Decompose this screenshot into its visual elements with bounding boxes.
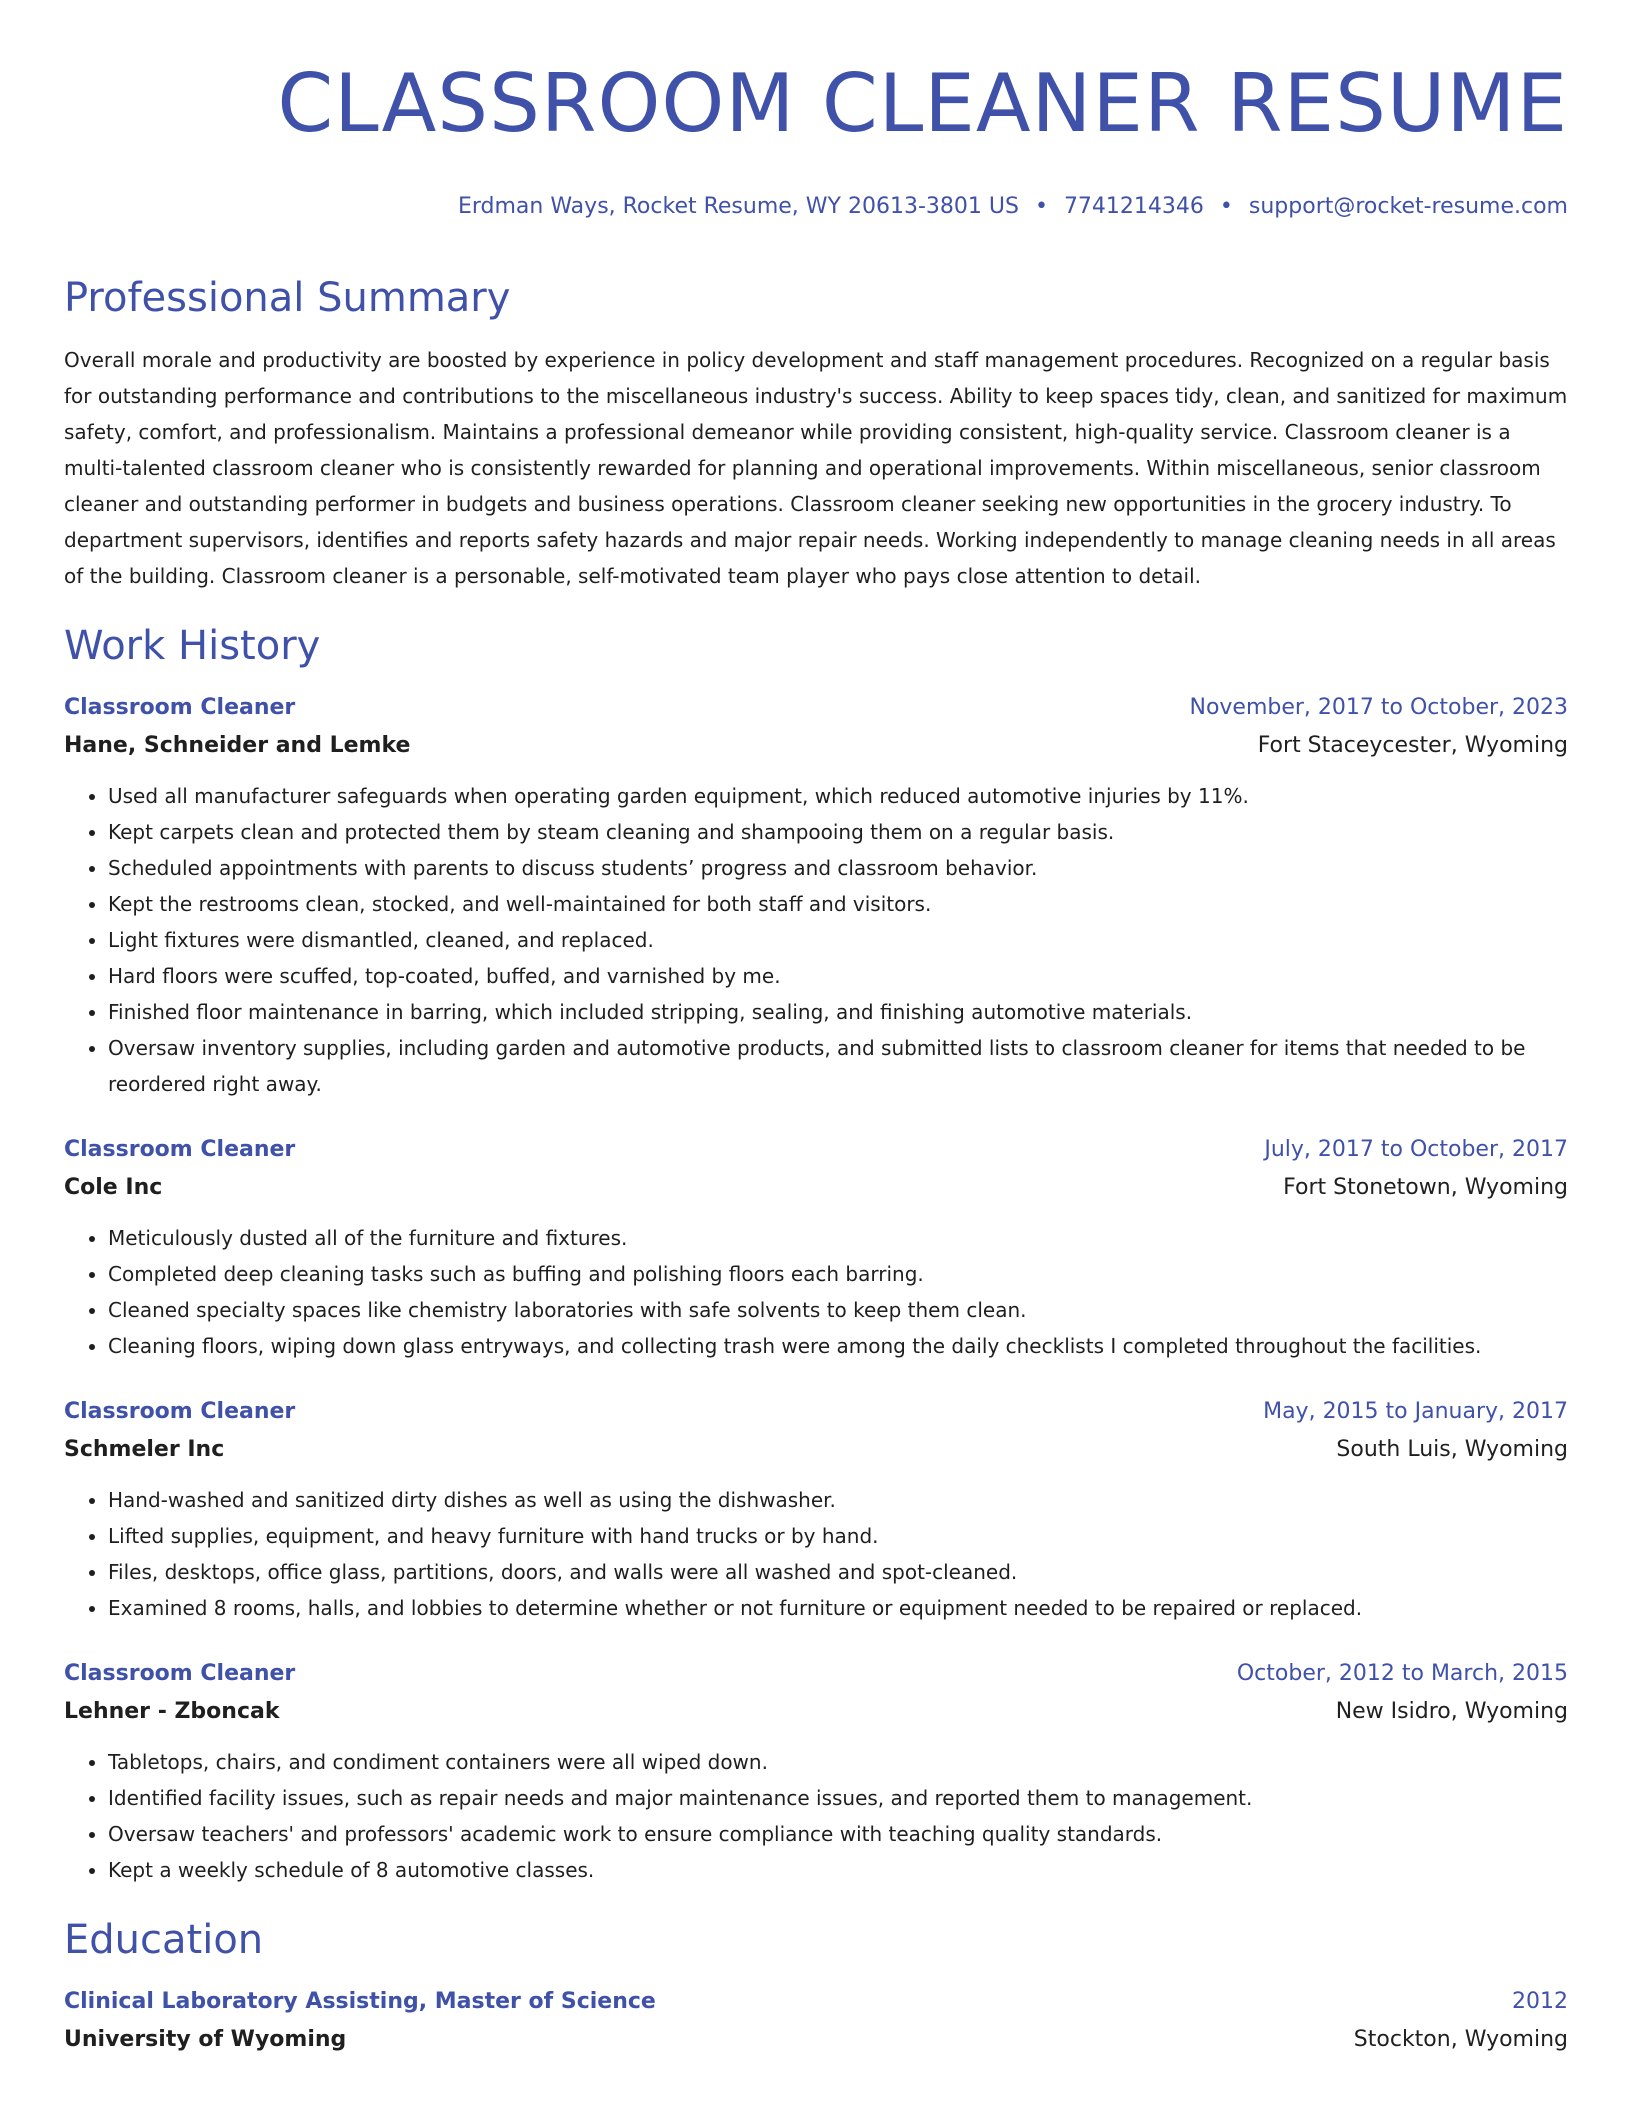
job-bullet: • Meticulously dusted all of the furniture and fixtures.	[108, 1220, 1568, 1256]
job-company: Lehner - Zboncak	[64, 1699, 280, 1724]
job-company: Cole Inc	[64, 1175, 163, 1200]
job-bullets	[64, 1482, 1568, 1626]
job-title: Classroom Cleaner	[64, 695, 296, 720]
job-bullet: • Identified facility issues, such as repair needs and major maintenance issues, and reported them to management.	[108, 1780, 1568, 1816]
job-dates: May, 2015 to January, 2017	[1263, 1399, 1568, 1424]
job-title: Classroom Cleaner	[64, 1399, 296, 1424]
job-bullet: • Kept the restrooms clean, stocked, and well-maintained for both staff and visitors.	[108, 886, 1568, 922]
job-entry	[64, 1132, 1568, 1364]
work-history-section	[64, 620, 1568, 1888]
contact-line	[64, 192, 1568, 222]
job-bullet: • Oversaw teachers' and professors' academic work to ensure compliance with teaching quality standards.	[108, 1816, 1568, 1852]
contact-phone: 7741214346	[1063, 194, 1204, 219]
job-bullet: • Tabletops, chairs, and condiment containers were all wiped down.	[108, 1744, 1568, 1780]
job-bullet: • Used all manufacturer safeguards when operating garden equipment, which reduced automotive injuries by 11%.	[108, 778, 1568, 814]
job-bullets	[64, 1220, 1568, 1364]
work-history-heading: Work History	[64, 623, 321, 669]
job-bullets	[64, 778, 1568, 1102]
job-title: Classroom Cleaner	[64, 1137, 296, 1162]
job-bullet: • Light fixtures were dismantled, cleaned, and replaced.	[108, 922, 1568, 958]
job-dates: November, 2017 to October, 2023	[1189, 695, 1568, 720]
job-bullet: • Oversaw inventory supplies, including garden and automotive products, and submitted lists to classroom cleaner for items that needed to be reordered right away.	[108, 1030, 1568, 1102]
education-location: Stockton, Wyoming	[1353, 2027, 1568, 2052]
professional-summary-section	[64, 272, 1568, 594]
job-bullet: • Examined 8 rooms, halls, and lobbies to determine whether or not furniture or equipment needed to be repaired or replaced.	[108, 1590, 1568, 1626]
education-school: University of Wyoming	[64, 2027, 347, 2052]
job-bullet: • Cleaned specialty spaces like chemistry laboratories with safe solvents to keep them clean.	[108, 1292, 1568, 1328]
job-bullets	[64, 1744, 1568, 1888]
job-dates: July, 2017 to October, 2017	[1264, 1137, 1568, 1162]
job-entry	[64, 1394, 1568, 1626]
summary-heading: Professional Summary	[64, 275, 511, 321]
job-bullet: • Files, desktops, office glass, partitions, doors, and walls were all washed and spot-cleaned.	[108, 1554, 1568, 1590]
job-bullet: • Completed deep cleaning tasks such as buffing and polishing floors each barring.	[108, 1256, 1568, 1292]
job-location: New Isidro, Wyoming	[1335, 1699, 1568, 1724]
education-section	[64, 1914, 1568, 2060]
job-bullet: • Hand-washed and sanitized dirty dishes as well as using the dishwasher.	[108, 1482, 1568, 1518]
job-entry	[64, 1656, 1568, 1888]
job-bullet: • Finished floor maintenance in barring, which included stripping, sealing, and finishing automotive materials.	[108, 994, 1568, 1030]
resume-header	[64, 0, 1568, 222]
contact-email: support@rocket-resume.com	[1248, 194, 1568, 219]
job-company: Hane, Schneider and Lemke	[64, 733, 411, 758]
job-bullet: • Kept carpets clean and protected them by steam cleaning and shampooing them on a regular basis.	[108, 814, 1568, 850]
education-entry	[64, 1984, 1568, 2060]
education-year: 2012	[1512, 1989, 1568, 2014]
job-company: Schmeler Inc	[64, 1437, 225, 1462]
job-title: Classroom Cleaner	[64, 1661, 296, 1686]
contact-address: Erdman Ways, Rocket Resume, WY 20613-3801 US	[457, 194, 1019, 219]
job-bullet: • Hard floors were scuffed, top-coated, buffed, and varnished by me.	[108, 958, 1568, 994]
education-heading: Education	[64, 1917, 264, 1963]
job-location: Fort Staceycester, Wyoming	[1257, 733, 1568, 758]
job-entry	[64, 690, 1568, 1102]
job-bullet: • Lifted supplies, equipment, and heavy furniture with hand trucks or by hand.	[108, 1518, 1568, 1554]
resume-title: CLASSROOM CLEANER RESUME	[277, 57, 1568, 150]
job-bullet: • Scheduled appointments with parents to discuss students’ progress and classroom behavior.	[108, 850, 1568, 886]
job-location: Fort Stonetown, Wyoming	[1283, 1175, 1568, 1200]
job-bullet: • Cleaning floors, wiping down glass entryways, and collecting trash were among the daily checklists I completed throughout the facilities.	[108, 1328, 1568, 1364]
education-degree: Clinical Laboratory Assisting, Master of Science	[64, 1989, 656, 2014]
job-dates: October, 2012 to March, 2015	[1236, 1661, 1568, 1686]
contact-separator: •	[1219, 194, 1233, 219]
job-location: South Luis, Wyoming	[1336, 1437, 1568, 1462]
contact-separator: •	[1034, 194, 1048, 219]
job-bullet: • Kept a weekly schedule of 8 automotive classes.	[108, 1852, 1568, 1888]
summary-text: Overall morale and productivity are boosted by experience in policy development and staff management procedures. Recognized on a regular basis for outstanding performance and contributions to the miscellaneous industry's success. Ability to keep spaces tidy, clean, and sanitized for maximum safety, comfort, and professionalism. Maintains a professional demeanor while providing consistent, high-quality service. Classroom cleaner is a multi-talented classroom cleaner who is consistently rewarded for planning and operational improvements. Within miscellaneous, senior classroom cleaner and outstanding performer in budgets and business operations. Classroom cleaner seeking new opportunities in the grocery industry. To department supervisors, identifies and reports safety hazards and major repair needs. Working independently to manage cleaning needs in all areas of the building. Classroom cleaner is a personable, self-motivated team player who pays close attention to detail.	[64, 348, 1568, 588]
